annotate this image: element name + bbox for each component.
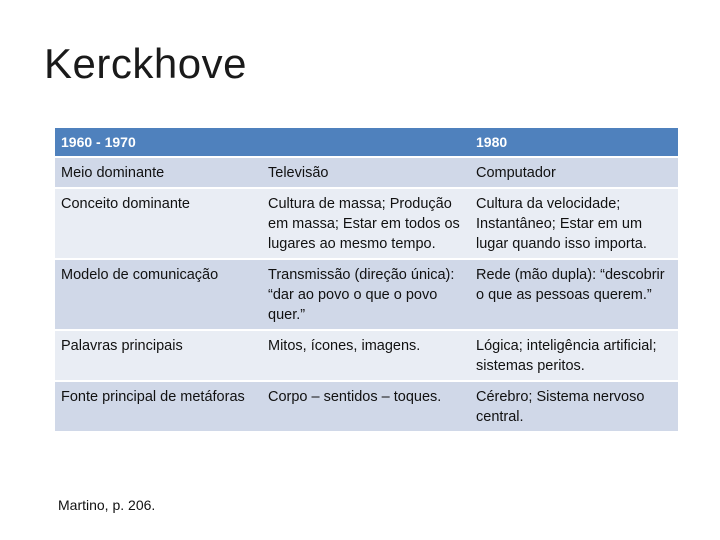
cell-1980: Computador xyxy=(470,157,678,188)
table-header-row xyxy=(55,128,678,157)
comparison-table xyxy=(55,128,678,431)
cell-1960: Corpo – sentidos – toques. xyxy=(262,381,470,431)
header-cell-period-2: 1980 xyxy=(470,128,678,157)
cell-1960: Mitos, ícones, imagens. xyxy=(262,330,470,381)
row-label: Palavras principais xyxy=(55,330,262,381)
table-row xyxy=(55,330,678,381)
cell-1960: Cultura de massa; Produção em massa; Estar em todos os lugares ao mesmo tempo. xyxy=(262,188,470,259)
source-citation: Martino, p. 206. xyxy=(58,497,156,513)
cell-1980: Cérebro; Sistema nervoso central. xyxy=(470,381,678,431)
table-row xyxy=(55,188,678,259)
row-label: Conceito dominante xyxy=(55,188,262,259)
table-row xyxy=(55,259,678,330)
row-label: Meio dominante xyxy=(55,157,262,188)
cell-1960: Televisão xyxy=(262,157,470,188)
row-label: Modelo de comunicação xyxy=(55,259,262,330)
table-row xyxy=(55,157,678,188)
row-label: Fonte principal de metáforas xyxy=(55,381,262,431)
slide-title: Kerckhove xyxy=(44,40,247,87)
cell-1980: Cultura da velocidade; Instantâneo; Estar em um lugar quando isso importa. xyxy=(470,188,678,259)
cell-1980: Rede (mão dupla): “descobrir o que as pessoas querem.” xyxy=(470,259,678,330)
table-row xyxy=(55,381,678,431)
cell-1980: Lógica; inteligência artificial; sistemas peritos. xyxy=(470,330,678,381)
header-cell-blank xyxy=(262,128,470,157)
cell-1960: Transmissão (direção única): “dar ao povo o que o povo quer.” xyxy=(262,259,470,330)
header-cell-period-1: 1960 - 1970 xyxy=(55,128,262,157)
